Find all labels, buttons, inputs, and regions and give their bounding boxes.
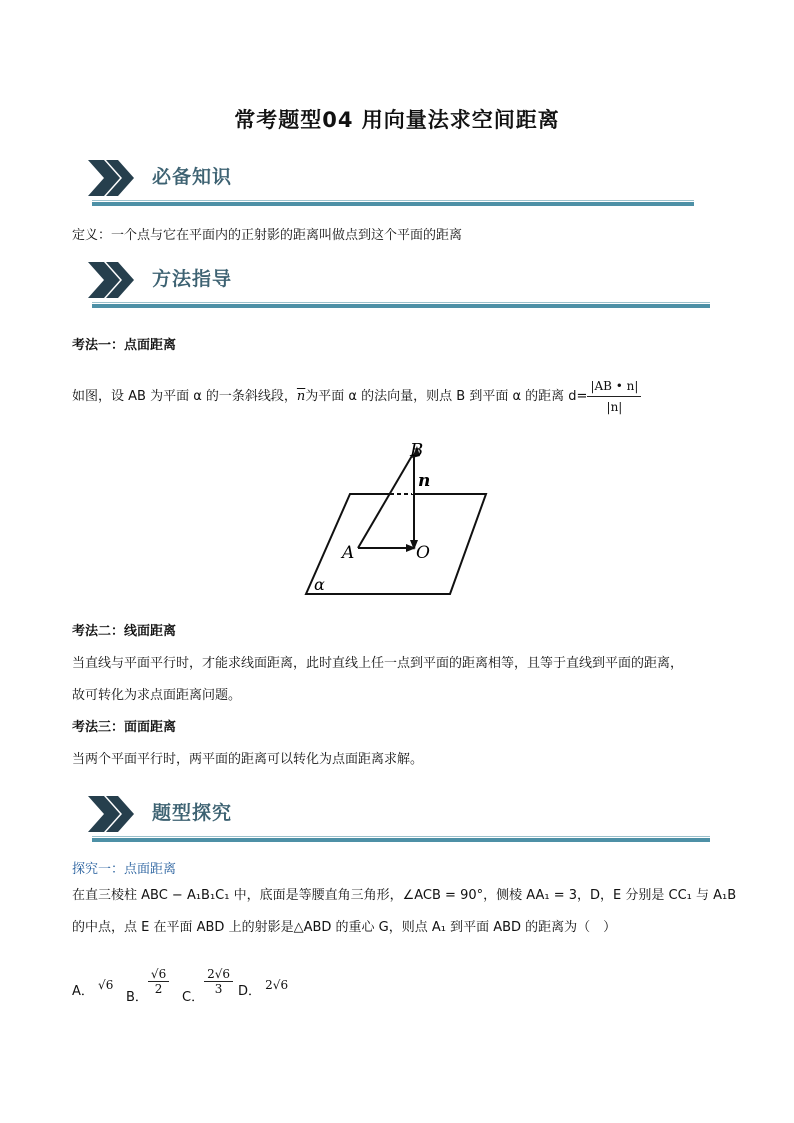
method2-heading: 考法二：线面距离 (72, 624, 177, 639)
option-d-value: 2√6 (265, 978, 289, 992)
method1-text-b: 为平面 α 的法向量，则点 B 到平面 α 的距离 d= (305, 388, 588, 404)
option-c[interactable] (182, 958, 233, 1005)
method3-heading: 考法三：面面距离 (72, 720, 177, 735)
section-header-explore (84, 792, 710, 842)
formula-denominator: |n| (606, 400, 623, 414)
explore-line1: 在直三棱柱 ABC − A₁B₁C₁ 中，底面是等腰直角三角形，∠ACB = 90°，侧棱 AA₁ = 3，D，E 分别是 CC₁ 与 A₁B (72, 888, 737, 903)
option-b-label: B． (126, 990, 148, 1005)
explore-line2: 的中点，点 E 在平面 ABD 上的射影是△ABD 的重心 G，则点 A₁ 到平面 ABD 的距离为（ ） (72, 920, 617, 935)
option-b-numerator: √6 (148, 967, 169, 982)
double-chevron-icon (84, 792, 136, 836)
method3-line1: 当两个平面平行时，两平面的距离可以转化为点面距离求解。 (72, 752, 424, 767)
option-b-denominator: 2 (154, 982, 163, 996)
definition-text: 定义：一个点与它在平面内的正射影的距离叫做点到这个平面的距离 (72, 228, 463, 243)
option-a[interactable] (72, 980, 113, 999)
page-title: 常考题型04 用向量法求空间距离 (234, 108, 560, 132)
normal-vector-symbol: $\overline{n}$ (296, 388, 306, 404)
section-title: 必备知识 (152, 166, 233, 188)
method1-heading: 考法一：点面距离 (72, 338, 177, 353)
option-b-fraction (148, 967, 169, 996)
section-divider (92, 202, 694, 206)
segment-AB (358, 454, 413, 548)
double-chevron-icon (84, 258, 136, 302)
section-divider-thin (92, 200, 694, 201)
section-title: 题型探究 (152, 802, 233, 824)
option-c-denominator: 3 (214, 982, 223, 996)
explore-heading: 探究一：点面距离 (72, 862, 177, 877)
double-chevron-icon (84, 156, 136, 200)
section-header-knowledge (84, 156, 694, 206)
method2-line1: 当直线与平面平行时，才能求线面距离，此时直线上任一点到平面的距离相等，且等于直线到平面的距离， (72, 656, 684, 671)
label-alpha: α (314, 575, 325, 594)
distance-formula (587, 376, 641, 417)
section-divider (92, 304, 710, 308)
label-O: O (416, 543, 430, 563)
method2-line2: 故可转化为求点面距离问题。 (72, 688, 242, 703)
option-c-numerator: 2√6 (204, 967, 233, 982)
plane-alpha (306, 494, 486, 594)
option-d-label: D． (238, 984, 262, 999)
method1-text (72, 376, 641, 417)
option-c-label: C． (182, 990, 205, 1005)
label-B: B (410, 440, 424, 461)
plane-figure (300, 432, 500, 602)
option-a-label: A． (72, 984, 94, 999)
section-divider-thin (92, 302, 710, 303)
section-divider-thin (92, 836, 710, 837)
option-d[interactable] (238, 980, 288, 999)
option-b[interactable] (126, 958, 169, 1005)
label-A: A (342, 543, 355, 563)
section-header-method (84, 258, 710, 308)
section-divider (92, 838, 710, 842)
option-c-fraction (204, 967, 233, 996)
formula-numerator: |AB • n| (587, 376, 641, 397)
label-n: n (418, 471, 431, 491)
option-a-value: √6 (98, 978, 114, 992)
section-title: 方法指导 (152, 268, 233, 290)
method1-text-a: 如图，设 AB 为平面 α 的一条斜线段， (72, 388, 297, 404)
